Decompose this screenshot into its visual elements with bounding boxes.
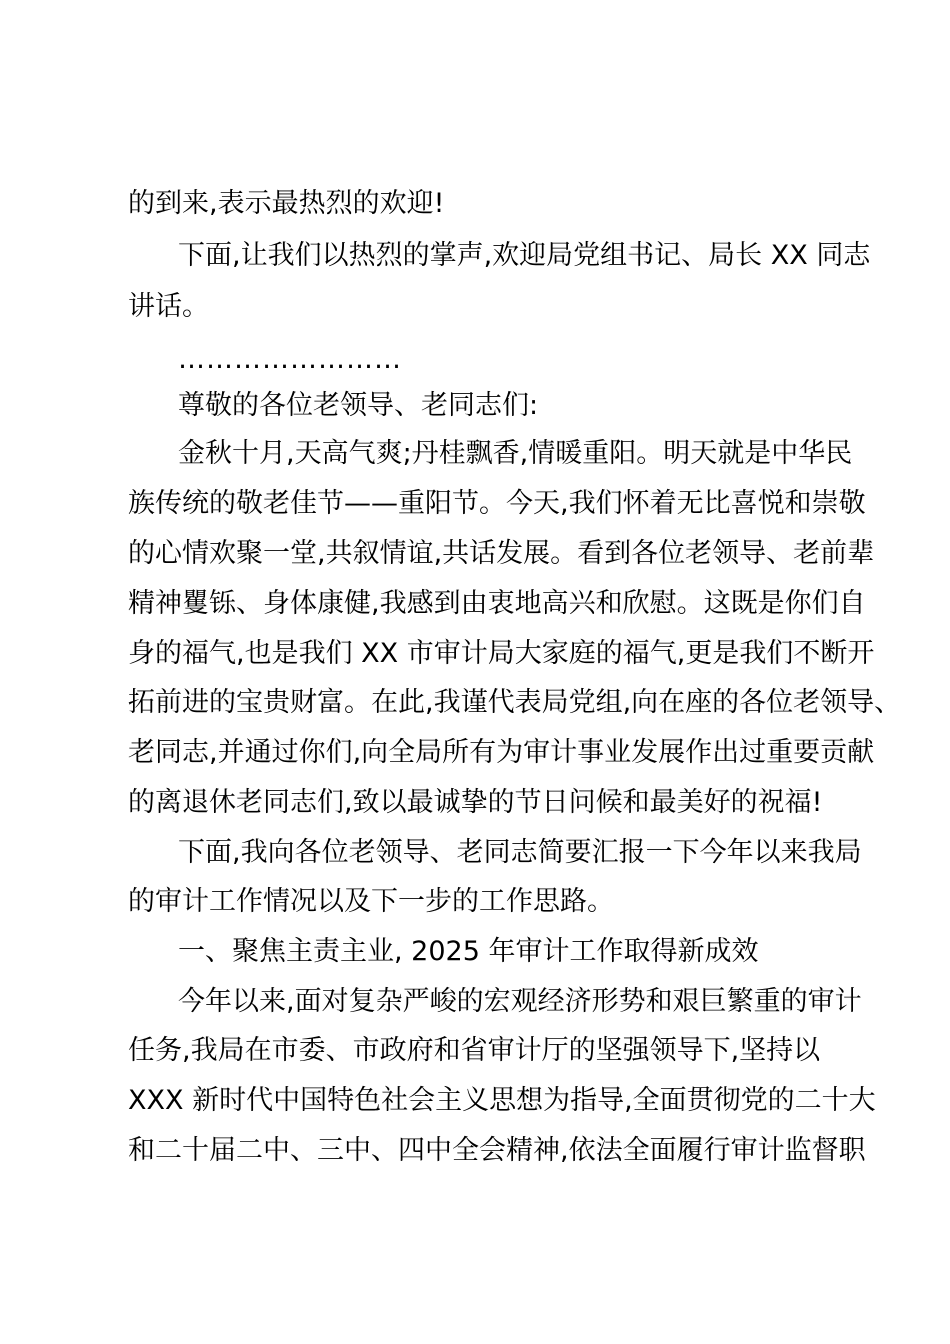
text-line: 讲话。 xyxy=(128,291,209,322)
text-line: 拓前进的宝贵财富。在此,我谨代表局党组,向在座的各位老领导、 xyxy=(128,687,902,718)
text-line: 金秋十月,天高气爽;丹桂飘香,情暖重阳。明天就是中华民 xyxy=(178,438,853,469)
text-line: XXX 新时代中国特色社会主义思想为指导,全面贯彻党的二十大 xyxy=(128,1085,876,1116)
text-line: 的心情欢聚一堂,共叙情谊,共话发展。看到各位老领导、老前辈 xyxy=(128,538,875,569)
text-line: 和二十届二中、三中、四中全会精神,依法全面履行审计监督职 xyxy=(128,1135,866,1166)
text-line: 今年以来,面对复杂严峻的宏观经济形势和艰巨繁重的审计 xyxy=(178,986,862,1017)
text-line: 身的福气,也是我们 XX 市审计局大家庭的福气,更是我们不断开 xyxy=(128,638,875,669)
text-line: 老同志,并通过你们,向全局所有为审计事业发展作出过重要贡献 xyxy=(128,737,875,768)
text-line: 任务,我局在市委、市政府和省审计厅的坚强领导下,坚持以 xyxy=(128,1035,821,1066)
text-line: 的到来,表示最热烈的欢迎! xyxy=(128,188,445,219)
section-heading: 一、聚焦主责主业, 2025 年审计工作取得新成效 xyxy=(178,936,759,967)
text-line: 族传统的敬老佳节——重阳节。今天,我们怀着无比喜悦和崇敬 xyxy=(128,488,866,519)
text-line: 下面,我向各位老领导、老同志简要汇报一下今年以来我局 xyxy=(178,837,862,868)
text-line: 下面,让我们以热烈的掌声,欢迎局党组书记、局长 XX 同志 xyxy=(178,240,871,271)
text-line: 精神矍铄、身体康健,我感到由衷地高兴和欣慰。这既是你们自 xyxy=(128,588,866,619)
salutation: 尊敬的各位老领导、老同志们: xyxy=(178,390,539,421)
ellipsis-divider: …………………… xyxy=(178,344,402,375)
text-line: 的审计工作情况以及下一步的工作思路。 xyxy=(128,886,614,917)
text-line: 的离退休老同志们,致以最诚挚的节日问候和最美好的祝福! xyxy=(128,787,823,818)
